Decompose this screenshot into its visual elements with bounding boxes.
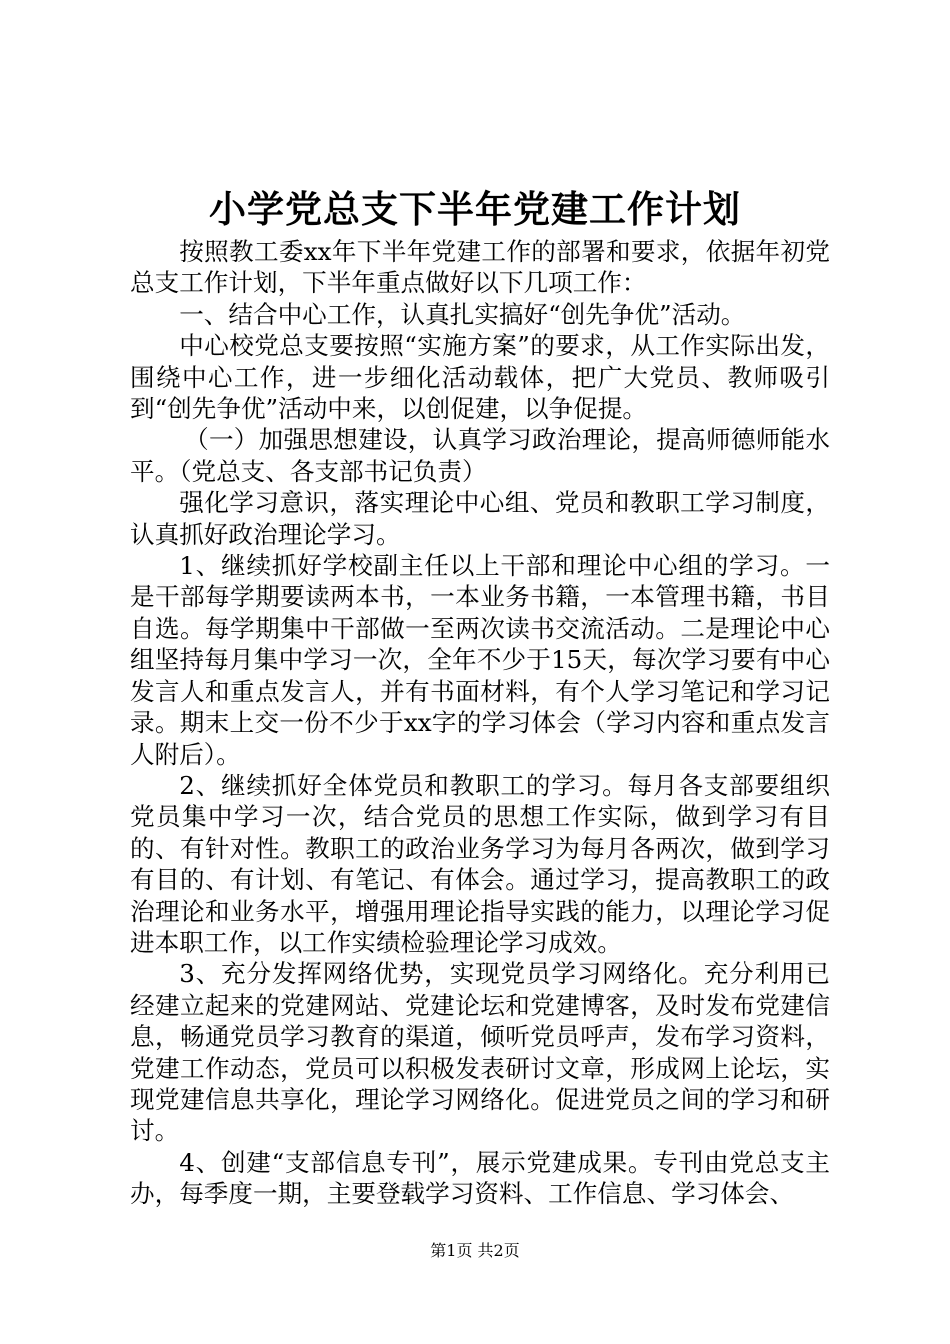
document-body	[130, 236, 830, 1210]
list-item-4: 4、创建“支部信息专刊”，展示党建成果。专刊由党总支主办，每季度一期，主要登载学习资料、工作信息、学习体会、	[130, 1147, 830, 1209]
body-paragraph: 中心校党总支要按照“实施方案”的要求，从工作实际出发，围绕中心工作，进一步细化活动载体，把广大党员、教师吸引到“创先争优”活动中来，以创促建，以争促提。	[130, 331, 830, 424]
subsection-heading-1: （一）加强思想建设，认真学习政治理论，提高师德师能水平。（党总支、各支部书记负责）	[130, 425, 830, 486]
list-item-3: 3、充分发挥网络优势，实现党员学习网络化。充分利用已经建立起来的党建网站、党建论坛和党建博客，及时发布党建信息，畅通党员学习教育的渠道，倾听党员呼声，发布学习资料，党建工作动态，党员可以积极发表研讨文章，形成网上论坛，实现党建信息共享化，理论学习网络化。促进党员之间的学习和研讨。	[130, 959, 830, 1146]
document-title: 小学党总支下半年党建工作计划	[209, 187, 741, 231]
list-item-1: 1、继续抓好学校副主任以上干部和理论中心组的学习。一是干部每学期要读两本书，一本业务书籍，一本管理书籍，书目自选。每学期集中干部做一至两次读书交流活动。二是理论中心组坚持每月集中学习一次，全年不少于15天，每次学习要有中心发言人和重点发言人，并有书面材料，有个人学习笔记和学习记录。期末上交一份不少于xx字的学习体会（学习内容和重点发言人附后）。	[130, 551, 830, 769]
page-footer: 第1页 共2页	[430, 1241, 520, 1260]
section-heading-1: 一、结合中心工作，认真扎实搞好“创先争优”活动。	[179, 299, 746, 329]
intro-paragraph: 按照教工委xx年下半年党建工作的部署和要求，依据年初党总支工作计划，下半年重点做好以下几项工作：	[130, 237, 830, 298]
body-paragraph: 强化学习意识，落实理论中心组、党员和教职工学习制度，认真抓好政治理论学习。	[130, 488, 830, 549]
list-item-2: 2、继续抓好全体党员和教职工的学习。每月各支部要组织党员集中学习一次，结合党员的思想工作实际，做到学习有目的、有针对性。教职工的政治业务学习为每月各两次，做到学习有目的、有计划、有笔记、有体会。通过学习，提高教职工的政治理论和业务水平，增强用理论指导实践的能力，以理论学习促进本职工作，以工作实绩检验理论学习成效。	[130, 770, 830, 957]
